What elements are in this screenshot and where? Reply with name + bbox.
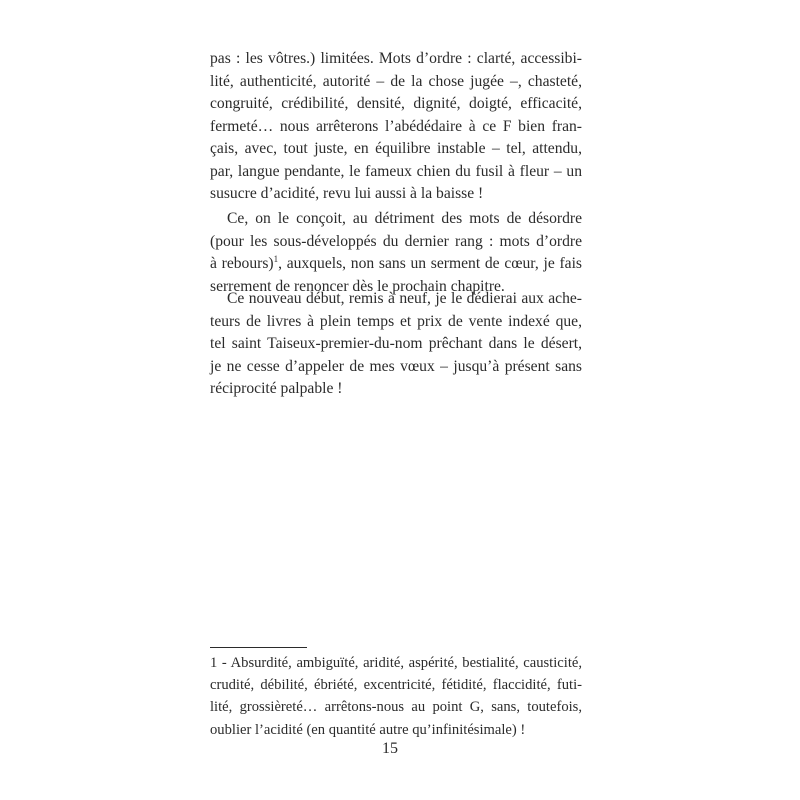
footnote-line: 1 - Absurdité, ambiguïté, aridité, aspérité, bestialité, causticité,	[210, 655, 582, 671]
paragraph-1-line: fermeté… nous arrêterons l’abédédaire à ce F bien fran-	[210, 117, 582, 135]
paragraph-1-line: par, langue pendante, le fameux chien du fusil à fleur – un	[210, 162, 582, 180]
paragraph-3-line: tel saint Taiseux-premier-du-nom prêchant dans le désert,	[210, 335, 582, 352]
paragraph-2-line-3-start: à rebours)	[210, 255, 274, 272]
paragraph-3-line: teurs de livres à plein temps et prix de vente indexé que,	[210, 312, 582, 330]
paragraph-2-line: (pour les sous-développés du dernier rang : mots d’ordre	[210, 232, 582, 250]
footnote	[210, 652, 582, 741]
footnote-line: oublier l’acidité (en quantité autre qu’infinitésimale) !	[210, 721, 526, 738]
paragraph-3-line: réciprocité palpable !	[210, 380, 343, 397]
paragraph-2-line	[210, 253, 582, 276]
paragraph-1-line: pas : les vôtres.) limitées. Mots d’ordre : clarté, accessibi-	[210, 50, 582, 67]
paragraph-2-line: Ce, on le conçoit, au détriment des mots de désordre	[227, 210, 582, 227]
paragraph-3	[210, 288, 582, 401]
paragraph-3-line: Ce nouveau début, remis à neuf, je le dédierai aux ache-	[227, 290, 582, 307]
footnote-reference[interactable]: 1	[273, 254, 279, 264]
paragraph-3-line: je ne cesse d’appeler de mes vœux – jusqu’à présent sans	[210, 357, 582, 375]
paragraph-1-line: lité, authenticité, autorité – de la chose jugée –, chasteté,	[210, 72, 582, 90]
paragraph-2-line-3-end: , auxquels, non sans un serment de cœur, je fais	[278, 255, 582, 272]
footnote-separator	[210, 647, 307, 648]
paragraph-1-line: susucre d’acidité, revu lui aussi à la baisse !	[210, 185, 484, 202]
paragraph-1-line: çais, avec, tout juste, en équilibre instable – tel, attendu,	[210, 140, 582, 157]
page-number: 15	[382, 740, 398, 757]
paragraph-2	[210, 208, 582, 298]
paragraph-1-line: congruité, crédibilité, densité, dignité, doigté, efficacité,	[210, 95, 582, 112]
footnote-line: crudité, débilité, ébriété, excentricité, fétidité, flaccidité, futi-	[210, 677, 582, 694]
footnote-line: lité, grossièreté… arrêtons-nous au point G, sans, toutefois,	[210, 699, 582, 716]
paragraph-1	[210, 48, 582, 206]
paragraph-2-line: serrement de renoncer dès le prochain chapitre.	[210, 277, 505, 295]
